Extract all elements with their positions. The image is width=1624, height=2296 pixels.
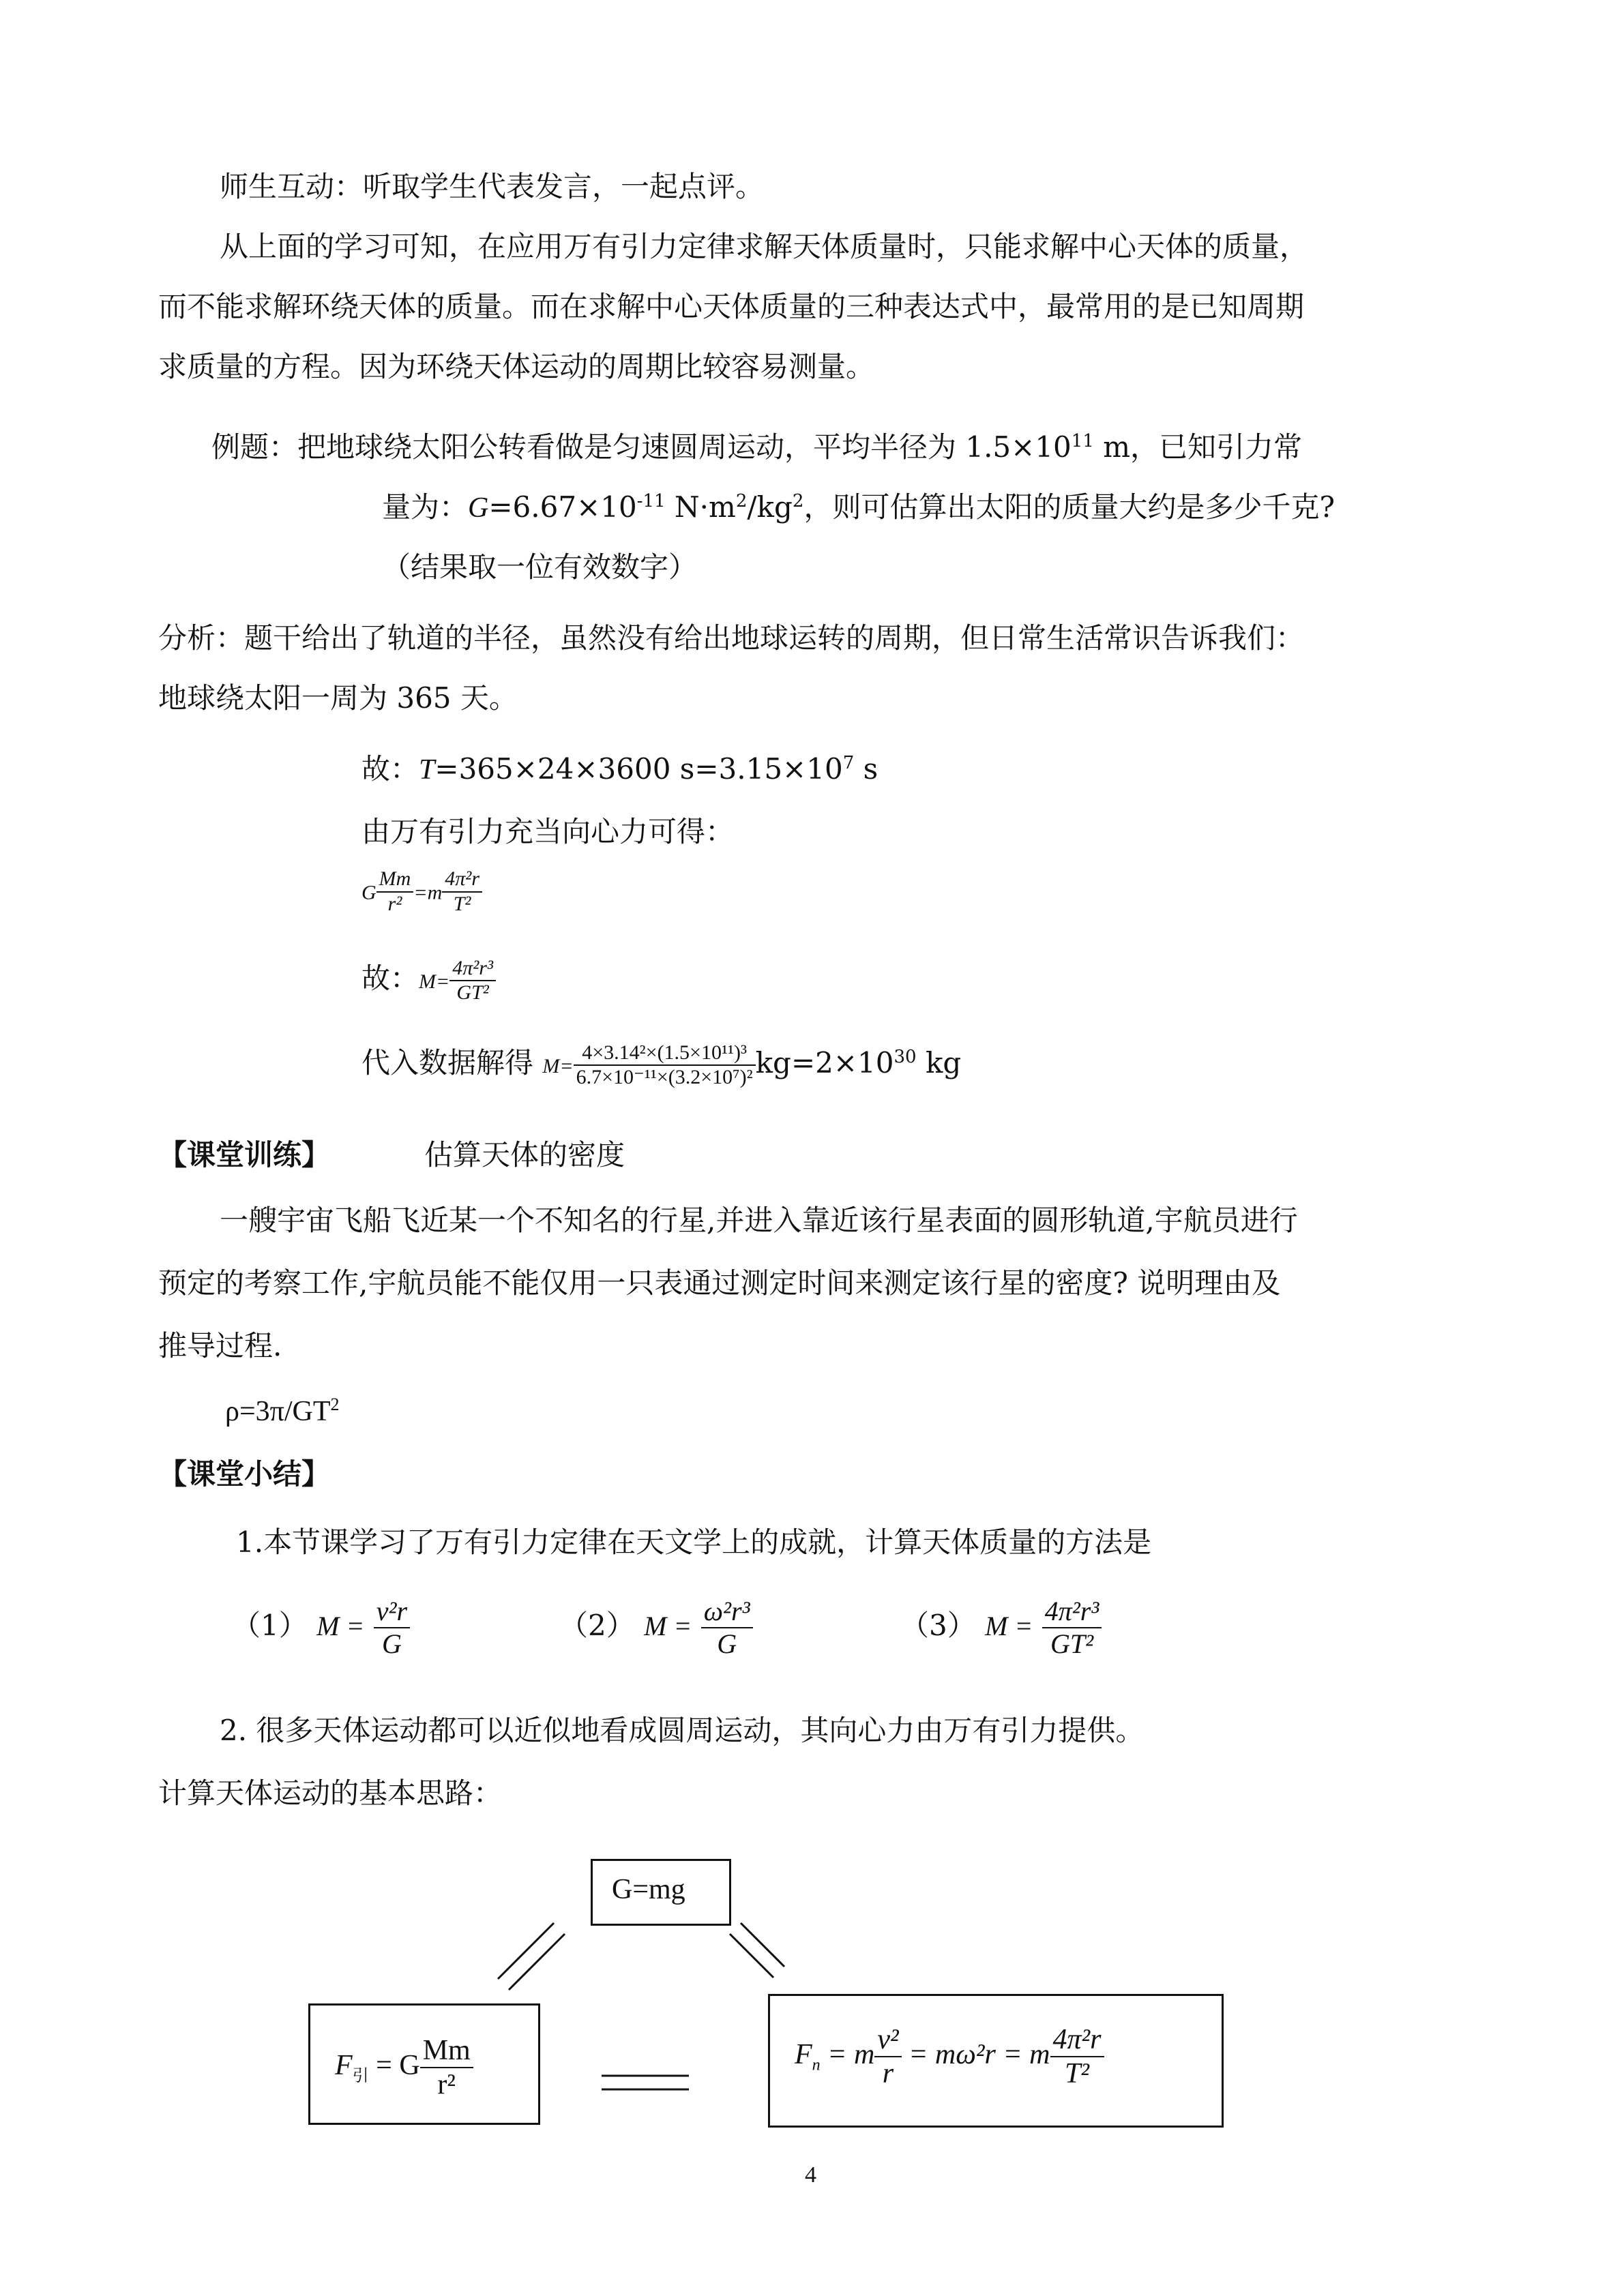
density-answer: $\rho=3\pi/GT^2$ [225, 1395, 340, 1427]
analysis-line: 地球绕太阳一周为 365 天。 [158, 681, 518, 715]
page-number: 4 [805, 2162, 816, 2188]
mass-formula-3: （3） M = $\frac{\text{4π²r³}}{\text{GT²}}$ [900, 1596, 1102, 1660]
universal-gravitation-box: $F_引 = G$ $\frac{Mm}{\text{r²}}$ [308, 2003, 540, 2125]
equation-2: 故：M= $\frac{\text{4π²r³}}{\text{GT²}}$ [361, 956, 496, 1005]
centripetal-force-box: $F_n = m$ $\frac{\text{v²}}{r}$ = mω²r = m $\frac{\text{4π²r}}{\text{T²}}$ [768, 1994, 1224, 2128]
summary-item-1: 1.本节课学习了万有引力定律在天文学上的成就，计算天体质量的方法是 [236, 1525, 1152, 1559]
gravity-equals-mg-box: G=mg [591, 1859, 731, 1926]
gravity-line: 由万有引力充当向心力可得： [361, 815, 735, 848]
paragraph-line: 而不能求解环绕天体的质量。而在求解中心天体质量的三种表达式中，最常用的是已知周期 [158, 290, 1305, 323]
example-line-2: 量为：$G=6.67\times 10^{-11}$ $N\cdot m^2/kg^2$，则可估算出太阳的质量大约是多少千克? [382, 490, 1335, 524]
equation-3: 代入数据解得 M= $\frac{\text{4×3.14²×(1.5×10¹¹)³}}{\text{6.7×10⁻¹¹×(3.2×10⁷)²}}$ $kg=2\times 10^{30}$ kg [361, 1041, 962, 1088]
basic-idea-line: 计算天体运动的基本思路： [158, 1776, 503, 1810]
analysis-line: 分析：题干给出了轨道的半径，虽然没有给出地球运转的周期，但日常生活常识告诉我们： [158, 621, 1305, 655]
training-line: 推导过程. [158, 1329, 282, 1362]
training-line: 一艘宇宙飞船飞近某一个不知名的行星,并进入靠近该行星表面的圆形轨道,宇航员进行 [220, 1204, 1298, 1237]
equation-1: G $\frac{Mm}{\text{r²}}$ =m $\frac{\text{4π²r}}{\text{T²}}$ [361, 867, 482, 916]
training-line: 预定的考察工作,宇航员能不能仅用一只表通过测定时间来测定该行星的密度? 说明理由及 [158, 1266, 1281, 1300]
paragraph-line: 求质量的方程。因为环绕天体运动的周期比较容易测量。 [158, 350, 875, 383]
example-line-3: （结果取一位有效数字） [382, 550, 698, 584]
mass-formula-1: （1） M = $\frac{\text{v²r}}{G}$ [232, 1596, 410, 1660]
period-line: 故：T=365×24×3600 $s=3.15\times 10^7$ s [361, 752, 879, 786]
paragraph-line: 从上面的学习可知，在应用万有引力定律求解天体质量时，只能求解中心天体的质量， [220, 230, 1309, 263]
summary-item-2: 2. 很多天体运动都可以近似地看成圆周运动，其向心力由万有引力提供。 [220, 1714, 1145, 1747]
mass-formula-2: （2） M = $\frac{\text{ω²r³}}{G}$ [559, 1596, 753, 1660]
interaction-line: 师生互动：听取学生代表发言，一起点评。 [220, 170, 765, 203]
summary-heading: 【课堂小结】 [158, 1457, 331, 1491]
example-line-1: 例题：把地球绕太阳公转看做是匀速圆周运动，平均半径为 $1.5\times 10^{11}$ m，已知引力常 [211, 430, 1303, 464]
training-topic: 估算天体的密度 [424, 1138, 625, 1172]
training-heading: 【课堂训练】 [158, 1138, 331, 1172]
